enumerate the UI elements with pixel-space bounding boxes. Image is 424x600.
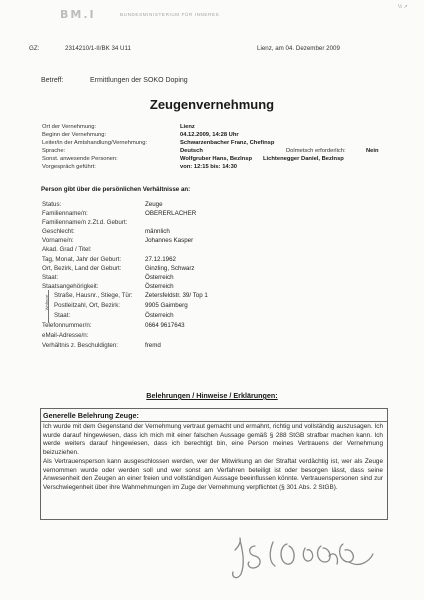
vorname-label: Vorname/n: (42, 237, 74, 244)
addr-staat-value: Österreich (145, 312, 174, 319)
sprache-value: Deutsch (180, 148, 203, 154)
plz-value: 9905 Gaimberg (145, 302, 188, 309)
sprache-label: Sprache: (42, 148, 66, 154)
familienname-label: Familienname/n: (42, 210, 88, 217)
wohnort-label: Wohnort (44, 294, 50, 311)
staatsangehoerigkeit-value: Österreich (145, 283, 174, 290)
ort-label: Ort der Vernehmung: (42, 124, 97, 130)
geburtsdatum-label: Tag, Monat, Jahr der Geburt: (42, 256, 122, 263)
beginn-value: 04.12.2009, 14:28 Uhr (180, 132, 239, 138)
status-label: Status: (42, 201, 62, 208)
email-label: eMail-Adresse/n: (42, 332, 89, 339)
beginn-label: Beginn der Vernehmung: (42, 132, 107, 138)
handwritten-signature (225, 528, 385, 584)
anwesend-value-1: Wolfgruber Hans, BezInsp (180, 156, 253, 162)
staat-label: Staat: (42, 274, 59, 281)
ministry-name: BUNDESMINISTERIUM FÜR INNERES (120, 12, 220, 17)
staat-value: Österreich (145, 274, 174, 281)
geburtsort-value: Ginzling, Schwarz (145, 265, 195, 272)
betreff-value: Ermittlungen der SOKO Doping (90, 77, 188, 84)
vorgespraech-label: Vorgespräch geführt: (42, 164, 96, 170)
notices-title: Belehrungen / Hinweise / Erklärungen: (146, 391, 278, 400)
ministry-logo: BM.I (60, 8, 96, 21)
verhaeltnis-value: fremd (145, 342, 161, 349)
belehrung-paragraph-2: Als Vertrauensperson kann ausgeschlossen werden, wer der Mitwirkung an der Straftat verdächtig ist, wer als Zeuge vernommen wurde oder werden soll und wer sonst am Verfahren beteiligt ist oder besorgen lässt, dass seine Anwesenheit den Zeugen an einer freien und vollständigen Aussage beeinflussen könnte. Vertrauenspersonen sind zur Verschwiegenheit über ihre Wahrnehmungen im Zuge der Vernehmung verpflichtet (§ 301 Abs. 2 StGB). (43, 458, 383, 492)
dolmetsch-value: Nein (366, 148, 379, 154)
telefon-label: Telefonnummer/n: (42, 322, 92, 329)
leiter-label: Leiter/in der Amtshandlung/Vernehmung: (42, 140, 148, 146)
strasse-label: Straße, Hausnr., Stiege, Tür: (54, 292, 133, 299)
geburtsname-label: Familienname/n z.Zt.d. Geburt: (42, 219, 128, 226)
corner-mark: ½ ↗ (398, 4, 408, 10)
geburtsort-label: Ort, Bezirk, Land der Geburt: (42, 265, 122, 272)
addr-staat-label: Staat: (54, 312, 71, 319)
telefon-value: 0664 9617643 (145, 322, 185, 329)
grad-label: Akad. Grad / Titel: (42, 246, 92, 253)
belehrung-paragraph-1: Ich wurde mit dem Gegenstand der Vernehmung vertraut gemacht und ermahnt, richtig und vollständig auszusagen. Ich wurde darauf hingewiesen, dass ich mich mit einer falschen Aussage gemäß § 288 StGB strafbar machen kann. Ich werde weiters darauf hingewiesen, dass ich berechtigt bin, eine Person meines Vertrauens der Vernehmung beizuziehen. (43, 423, 383, 457)
geschlecht-value: männlich (145, 228, 170, 235)
geburtsdatum-value: 27.12.1962 (145, 256, 176, 263)
verhaeltnis-label: Verhältnis z. Beschuldigten: (42, 342, 119, 349)
leiter-value: Schwarzenbacher Franz, Chefinsp (180, 140, 275, 146)
vorgespraech-value: von: 12:15 bis: 14:30 (180, 164, 238, 170)
plz-label: Postleitzahl, Ort, Bezirk: (54, 302, 121, 309)
ort-value: Lienz (180, 124, 195, 130)
belehrung-divider (40, 421, 387, 422)
anwesend-value-2: Lichtenegger Daniel, BezInsp (263, 156, 344, 162)
date-line: Lienz, am 04. Dezember 2009 (257, 45, 340, 52)
document-title: Zeugenvernehmung (149, 97, 275, 112)
geschlecht-label: Geschlecht: (42, 228, 75, 235)
familienname-value: OBERERLACHER (145, 210, 197, 217)
dolmetsch-label: Dolmetsch erforderlich: (286, 148, 346, 154)
status-value: Zeuge (145, 201, 163, 208)
wohnort-bracket (48, 290, 51, 323)
strasse-value: Zetersfeldstr. 39/ Top 1 (145, 292, 208, 299)
gz-label: GZ: (29, 45, 40, 52)
staatsangehoerigkeit-label: Staatsangehörigkeit: (42, 283, 99, 290)
anwesend-label: Sonst. anwesende Personen: (42, 156, 118, 162)
betreff-label: Betreff: (41, 77, 64, 84)
belehrung-title: Generelle Belehrung Zeuge: (43, 411, 139, 420)
gz-value: 2314210/1-II/BK 34 U11 (65, 45, 131, 52)
person-section-title: Person gibt über die persönlichen Verhältnisse an: (41, 186, 191, 193)
vorname-value: Johannes Kasper (145, 237, 194, 244)
